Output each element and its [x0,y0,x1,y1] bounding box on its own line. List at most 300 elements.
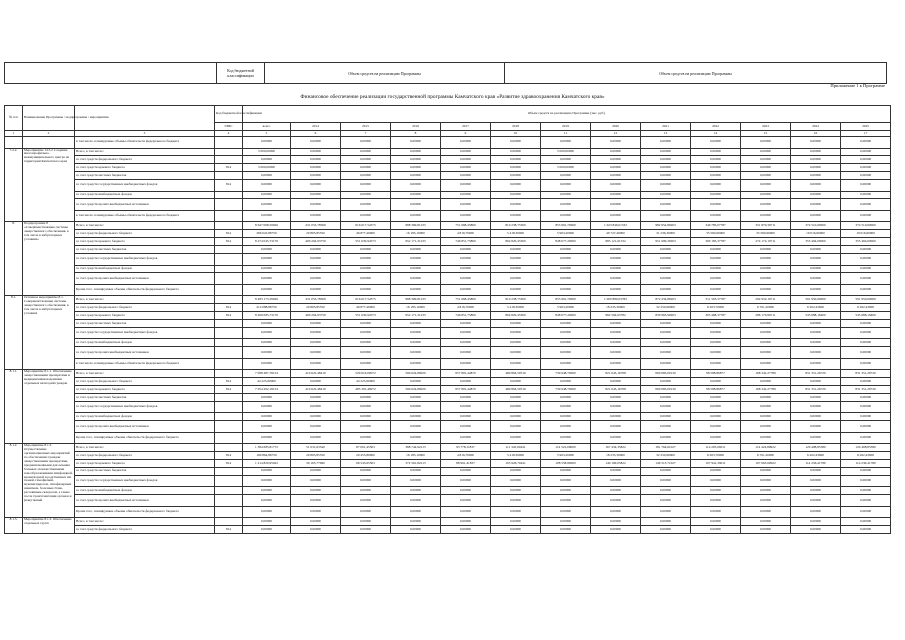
amount-cell: 0,00000 [491,432,541,444]
grbs-code [215,444,243,452]
funding-source: за счет средств федерального бюджета [75,156,215,164]
amount-cell: 0,00000 [341,526,391,534]
amount-cell: 0,00000 [691,273,741,285]
grbs-code [215,327,243,339]
amount-cell: 32 250,90000 [641,452,691,460]
column-number: 9 [441,131,491,137]
amount-cell: 853 991,70000 [541,222,591,230]
amount-cell: 0,00000 [591,506,641,518]
amount-cell: 0,00000 [841,172,891,180]
funding-source: за счет средств прочих внебюджетных источников [75,347,215,359]
row-number: 8. [5,222,23,296]
amount-cell: 5 963,20000 [541,230,591,238]
table-row [5,191,891,199]
table-row [5,460,891,468]
amount-cell: 0,00000 [291,172,341,180]
amount-cell: 0,00000 [291,284,341,296]
amount-cell: 114 205,09011 [691,444,741,452]
funding-source: за счет средств местных бюджетов [75,467,215,475]
amount-cell: 0,00000 [841,467,891,475]
amount-cell: 0,00000 [243,137,291,149]
grbs-code [215,273,243,285]
amount-cell: 0,00000 [291,495,341,507]
amount-cell: 0,00000 [641,210,691,222]
amount-cell: 0,00000 [591,265,641,273]
table-row [5,432,891,444]
funding-source: за счет средств внебюджетных фондов [75,339,215,347]
row-number: 8.1.3. [5,518,23,534]
amount-cell: 0,00000 [791,421,841,433]
header-year: 2014 [291,123,341,131]
grbs-code: 814 [215,386,243,394]
amount-cell: 0,00000 [243,467,291,475]
amount-cell: 0,00000 [391,475,441,487]
grbs-code: 814 [215,378,243,386]
funding-source: в том числе, планируемые объемы обязательств федерального бюджета [75,358,215,370]
amount-cell: 0,00000 [341,506,391,518]
funding-source: за счет средств прочих внебюджетных источников [75,199,215,211]
amount-cell: 0,00000 [491,327,541,339]
amount-cell: 214 088,86750 [243,304,291,312]
grbs-code [215,172,243,180]
amount-cell: 0,00000 [291,347,341,359]
amount-cell: 8 274 045,73176 [243,238,291,246]
amount-cell: 105 926,70441 [491,460,541,468]
amount-cell: 0,00000 [391,378,441,386]
funding-source: Всего, в том числе: [75,370,215,378]
table-row [5,312,891,320]
amount-cell: 286 170,96711 [741,312,791,320]
amount-cell: 0,00000 [691,432,741,444]
amount-cell: 982 954,89263 [641,222,691,230]
amount-cell: 6 761,20000 [741,452,791,460]
amount-cell: 0,00000 [391,172,441,180]
amount-cell: 0,00000 [441,487,491,495]
amount-cell: 0,00000 [691,526,741,534]
amount-cell: 0,00000 [341,413,391,421]
table-row [5,230,891,238]
amount-cell: 0,00000 [841,347,891,359]
amount-cell: 0,00000 [591,156,641,164]
funding-source: за счет средств внебюджетных фондов [75,265,215,273]
amount-cell: 0,00000 [341,156,391,164]
amount-cell: 149 513,71027 [641,460,691,468]
header-year: всего [243,123,291,131]
amount-cell: 831 351,26720 [841,370,891,378]
amount-cell: 0,00000 [291,401,341,413]
amount-cell: 0,00000 [541,137,591,149]
amount-cell: 0,00000 [741,421,791,433]
amount-cell: 0,00000 [591,137,641,149]
amount-cell: 0,00000 [741,339,791,347]
amount-cell: 0,00000 [691,413,741,421]
amount-cell: 0,00000 [243,327,291,339]
table-row [5,370,891,378]
table-row [5,164,891,172]
amount-cell: 982 594,63782 [591,312,641,320]
amount-cell: 0,00000 [243,254,291,266]
amount-cell: 0,00000 [441,413,491,421]
grbs-code [215,191,243,199]
amount-cell: 0,00000 [243,246,291,254]
amount-cell: 0,00000 [491,475,541,487]
amount-cell: 848 077,20000 [541,312,591,320]
amount-cell: 848 077,20000 [541,238,591,246]
amount-cell: 739 948,70000 [541,386,591,394]
amount-cell: 0,00000 [391,518,441,526]
amount-cell: 746 851,75800 [441,312,491,320]
amount-cell: 0,00000 [341,284,391,296]
amount-cell: 6 263,70000 [691,452,741,460]
amount-cell: 0,00000 [541,210,591,222]
funding-source: Всего, в том числе: [75,518,215,526]
amount-cell: 0,00000 [691,246,741,254]
amount-cell: 0,00000 [243,421,291,433]
grbs-code [215,320,243,328]
amount-cell: 0,00000 [541,487,591,495]
amount-cell: 0,00000 [391,148,441,156]
amount-cell: 0,00000 [691,191,741,199]
amount-cell: 0,00000 [491,246,541,254]
amount-cell: 0,00000 [741,506,791,518]
amount-cell: 0,00000 [841,156,891,164]
amount-cell: 0,00000 [841,180,891,192]
table-row [5,358,891,370]
amount-cell: 0,00000 [341,246,391,254]
amount-cell: 0,00000 [291,421,341,433]
amount-cell: 0,00000 [641,246,691,254]
funding-source: за счет средств краевого бюджета [75,460,215,468]
amount-cell: 6 262,43600 [791,304,841,312]
amount-cell: 40 727,40000 [591,230,641,238]
grbs-code [215,370,243,378]
amount-cell: 0,00000 [341,265,391,273]
header-year: 2015 [341,123,391,131]
amount-cell: 6 262,43600 [841,452,891,460]
amount-cell: 0,00000 [441,339,491,347]
amount-cell: 0,00000 [841,191,891,199]
amount-cell: 114 424,89922 [741,444,791,452]
amount-cell: 431 053,78369 [291,222,341,230]
amount-cell: 0,00000 [591,180,641,192]
column-number: 1 [5,131,23,137]
amount-cell: 46 877,40000 [341,304,391,312]
amount-cell: 0,00000 [291,432,341,444]
amount-cell: 0,00000 [391,421,441,433]
funding-source: за счет средств федерального бюджета [75,230,215,238]
amount-cell: 551 630,94573 [341,238,391,246]
amount-cell: 0,00000 [391,467,441,475]
grbs-code: 814 [215,312,243,320]
funding-source: за счет средств местных бюджетов [75,246,215,254]
measure-name: Основное мероприятие 8.1. Совершенствование системы лекарственного обеспечения, в том числе в амбулаторных условиях [23,296,75,370]
amount-cell: 0,00000 [591,148,641,156]
amount-cell: 0,00000 [691,156,741,164]
table-row [5,296,891,304]
column-number: 6 [291,131,341,137]
column-number: 16 [791,131,841,137]
measure-name [23,137,75,149]
amount-cell: 0,00000 [243,180,291,192]
amount-cell: 6 761,20000 [741,304,791,312]
amount-cell: 31 236,30000 [641,230,691,238]
amount-cell: 0,00000 [441,378,491,386]
amount-cell: 5 963,20000 [541,304,591,312]
amount-cell: 0,00000 [291,148,341,156]
amount-cell: 0,00000 [441,137,491,149]
amount-cell: 0,00000 [741,273,791,285]
amount-cell: 0,00000 [441,273,491,285]
amount-cell: 0,00000 [691,148,741,156]
table-row [5,156,891,164]
table-row [5,172,891,180]
amount-cell: 0,00000 [591,339,641,347]
amount-cell: 0,00000 [441,518,491,526]
funding-source: за счет средств краевого бюджета [75,164,215,172]
table-row [5,378,891,386]
funding-source: за счет средств местных бюджетов [75,394,215,402]
table-row [5,413,891,421]
column-number: 5 [243,131,291,137]
amount-cell: 0,00000 [391,180,441,192]
table-row [5,210,891,222]
amount-cell: 0,00000 [391,284,441,296]
amount-cell: 0,00000 [243,394,291,402]
amount-cell: 988 369,81235 [391,296,441,304]
amount-cell: 0,00000 [591,284,641,296]
amount-cell: 0,00000 [741,401,791,413]
amount-cell: 0,00000 [641,358,691,370]
amount-cell: 0,00000 [291,265,341,273]
amount-cell: 616 617,54575 [341,222,391,230]
amount-cell: 988 369,81235 [391,222,441,230]
amount-cell: 0,00000 [491,358,541,370]
amount-cell: 5 418,30000 [491,452,541,460]
amount-cell: 0,00000 [791,401,841,413]
amount-cell: 0,00000 [741,327,791,339]
amount-cell: 489 894,50516 [491,386,541,394]
amount-cell: 0,00000 [491,421,541,433]
table-row [5,401,891,413]
amount-cell: 0,00000 [491,137,541,149]
amount-cell: 0,00000 [291,394,341,402]
amount-cell: 0,00000 [591,273,641,285]
header-year: 2016 [391,123,441,131]
amount-cell: 0,00000 [441,526,491,534]
measure-name: Мероприятие 8.1.3. Обеспечение отдельных групп [23,518,75,534]
amount-cell: 114 522,00000 [541,444,591,452]
amount-cell: 0,00000 [741,265,791,273]
amount-cell: 0,00000 [791,210,841,222]
amount-cell: 0,00000 [441,180,491,192]
amount-cell: 35 560,60000 [691,230,741,238]
amount-cell: 0,00000 [841,246,891,254]
amount-cell: 0,00000 [791,254,841,266]
amount-cell: 20 455,80000 [341,452,391,460]
amount-cell: 0,00000 [243,172,291,180]
amount-cell: 0,00000 [391,199,441,211]
amount-cell: 0,00000 [641,487,691,495]
amount-cell: 0,00000 [341,347,391,359]
amount-cell: 0,00000 [541,172,591,180]
amount-cell: 0,00000 [441,421,491,433]
table-row [5,487,891,495]
amount-cell: 0,00000 [641,284,691,296]
amount-cell: 0,00000 [391,254,441,266]
amount-cell: 0,00000 [841,394,891,402]
grbs-code: 814 [215,304,243,312]
amount-cell: 5 000,00000 [541,164,591,172]
amount-cell: 0,00000 [641,148,691,156]
amount-cell: 0,00000 [291,199,341,211]
amount-cell: 810 238,75300 [491,222,541,230]
amount-cell: 0,00000 [791,518,841,526]
amount-cell: 0,00000 [541,413,591,421]
amount-cell: 599 624,89020 [391,370,441,378]
amount-cell: 0,00000 [791,495,841,507]
amount-cell: 0,00000 [441,475,491,487]
amount-cell: 0,00000 [641,526,691,534]
amount-cell: 0,00000 [391,191,441,199]
fragment-volume-header: Объем средств на реализацию Программы [265,63,505,84]
amount-cell: 0,00000 [691,394,741,402]
amount-cell: 0,00000 [391,273,441,285]
amount-cell: 0,00000 [591,191,641,199]
funding-source: за счет средств государственных внебюджетных фондов [75,254,215,266]
amount-cell: 0,00000 [791,180,841,192]
funding-source: за счет средств государственных внебюджетных фондов [75,475,215,487]
amount-cell: 0,00000 [541,320,591,328]
amount-cell: 0,00000 [741,413,791,421]
amount-cell: 0,00000 [491,191,541,199]
amount-cell: 0,00000 [741,156,791,164]
amount-cell: 181 764,61027 [641,444,691,452]
row-number: 7.2.2. [5,148,23,222]
amount-cell: 0,00000 [641,273,691,285]
amount-cell: 0,00000 [341,191,391,199]
amount-cell: 20 865,85550 [291,304,341,312]
amount-cell: 0,00000 [791,137,841,149]
grbs-code [215,467,243,475]
amount-cell: 657 891,44870 [441,370,491,378]
amount-cell: 0,00000 [791,164,841,172]
amount-cell: 0,00000 [441,156,491,164]
amount-cell: 0,00000 [691,421,741,433]
amount-cell: 0,00000 [541,401,591,413]
amount-cell: 0,00000 [841,432,891,444]
funding-source: за счет средств государственных внебюджетных фондов [75,327,215,339]
funding-source: Всего, в том числе: [75,222,215,230]
amount-cell: 0,00000 [391,394,441,402]
header-year: 2021 [641,123,691,131]
column-number: 4 [215,131,243,137]
amount-cell: 0,00000 [641,495,691,507]
amount-cell: 0,00000 [541,358,591,370]
amount-cell: 0,00000 [791,172,841,180]
amount-cell: 0,00000 [491,164,541,172]
amount-cell: 120 498,85380 [841,444,891,452]
table-row [5,339,891,347]
amount-cell: 419 622,48419 [291,370,341,378]
grbs-code [215,475,243,487]
amount-cell: 0,00000 [841,327,891,339]
amount-cell: 0,00000 [341,327,391,339]
amount-cell: 0,00000 [541,180,591,192]
table-row [5,327,891,339]
amount-cell: 0,00000 [641,347,691,359]
row-number [5,137,23,149]
header-year: 2018 [491,123,541,131]
amount-cell: 18 235,30000 [591,304,641,312]
table-row [5,265,891,273]
funding-source: Кроме того, планируемые объемы обязательств федерального бюджета [75,506,215,518]
funding-source: в том числе, планируемые объемы обязательств федерального бюджета [75,210,215,222]
amount-cell: 0,00000 [591,254,641,266]
funding-source: за счет средств федерального бюджета [75,452,215,460]
amount-cell: 0,00000 [243,475,291,487]
amount-cell: 0,00000 [591,401,641,413]
amount-cell: 0,00000 [243,432,291,444]
header-kbk: Код бюджетной классификации [215,106,243,123]
amount-cell: 0,00000 [841,506,891,518]
funding-source: за счет средств прочих внебюджетных источников [75,495,215,507]
amount-cell: 0,00000 [641,265,691,273]
amount-cell: 545 688,16400 [841,312,891,320]
amount-cell: 98 588,86877 [691,370,741,378]
amount-cell: 0,00000 [491,401,541,413]
header-year: 2023 [741,123,791,131]
amount-cell: 16 183,10000 [391,452,441,460]
amount-cell: 0,00000 [291,254,341,266]
amount-cell: 98 588,86877 [691,386,741,394]
amount-cell: 0,00000 [591,378,641,386]
amount-cell: 0,00000 [641,421,691,433]
amount-cell: 0,00000 [391,487,441,495]
amount-cell: 0,00000 [591,199,641,211]
grbs-code: 814 [215,452,243,460]
amount-cell: 0,00000 [691,347,741,359]
amount-cell: 616 617,54575 [341,296,391,304]
amount-cell: 0,00000 [791,327,841,339]
amount-cell: 0,00000 [541,265,591,273]
amount-cell: 6 262,43600 [841,304,891,312]
amount-cell: 4 816,70000 [441,304,491,312]
amount-cell: 7 054 262,18154 [243,386,291,394]
amount-cell: 0,00000 [741,246,791,254]
funding-source: за счет средств внебюджетных фондов [75,191,215,199]
amount-cell: 0,00000 [341,172,391,180]
amount-cell: 0,00000 [243,401,291,413]
measure-name: Мероприятие 8.1.1. Обеспечение лекарственными препаратами и медицинскими изделиями отдельных категорий граждан [23,370,75,444]
amount-cell: 114 236,41780 [841,460,891,468]
amount-cell: 831 351,26720 [791,386,841,394]
amount-cell: 0,00000 [541,246,591,254]
table-row [5,273,891,285]
amount-cell: 0,00000 [541,273,591,285]
amount-cell: 0,00000 [641,199,691,211]
amount-cell: 0,00000 [791,191,841,199]
amount-cell: 0,00000 [791,358,841,370]
funding-source: за счет средств прочих внебюджетных источников [75,273,215,285]
amount-cell: 0,00000 [641,506,691,518]
column-number: 2 [23,131,75,137]
amount-cell: 0,00000 [491,254,541,266]
amount-cell: 0,00000 [243,347,291,359]
amount-cell: 0,00000 [841,320,891,328]
table-row [5,304,891,312]
amount-cell: 372 561,82215 [391,460,441,468]
amount-cell: 0,00000 [791,320,841,328]
